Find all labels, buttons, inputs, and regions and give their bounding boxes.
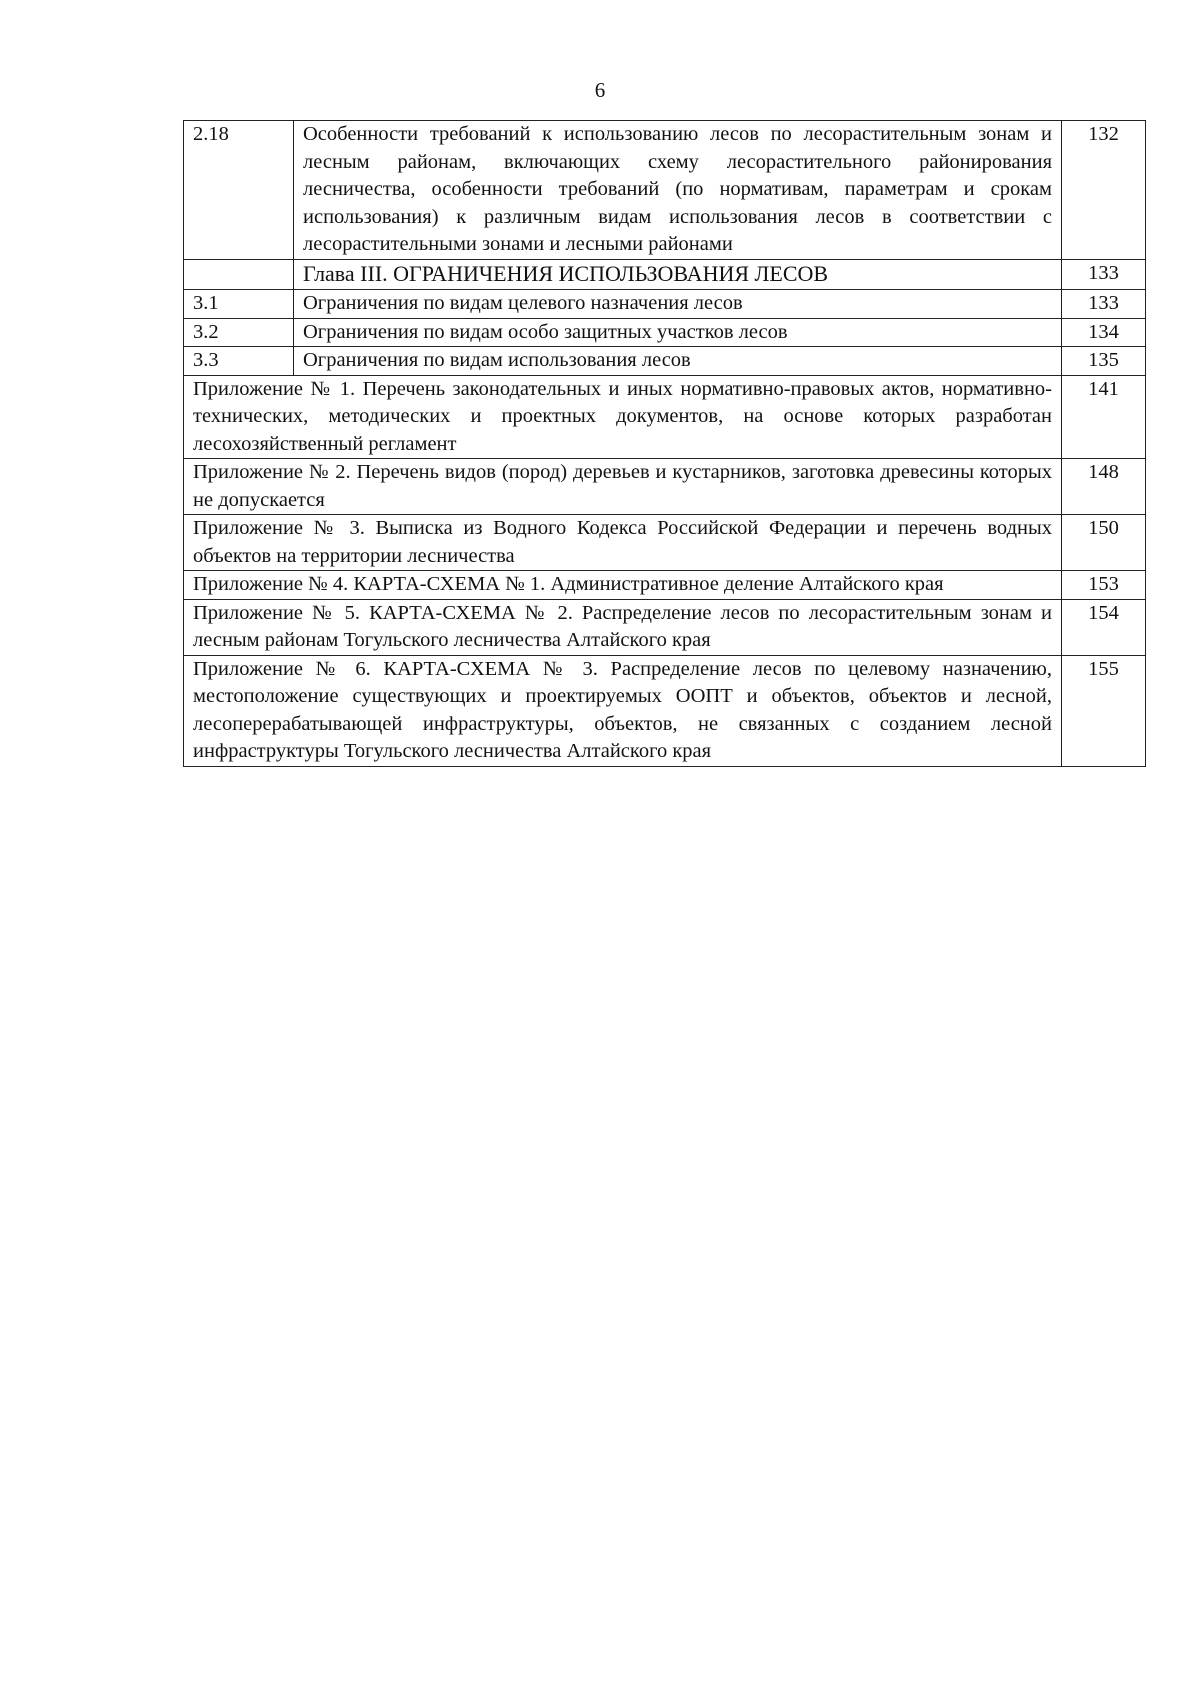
toc-row-appendix xyxy=(184,459,1146,515)
page-ref: 153 xyxy=(1062,571,1146,600)
section-title: Ограничения по видам использования лесов xyxy=(294,347,1062,376)
toc-row-appendix xyxy=(184,375,1146,459)
toc-row xyxy=(184,290,1146,319)
appendix-title: Приложение № 3. Выписка из Водного Кодекса Российской Федерации и перечень водных объектов на территории лесничества xyxy=(184,515,1062,571)
section-title: Ограничения по видам особо защитных участков лесов xyxy=(294,318,1062,347)
appendix-title: Приложение № 4. КАРТА-СХЕМА № 1. Административное деление Алтайского края xyxy=(184,571,1062,600)
toc-row-chapter xyxy=(184,259,1146,290)
page-ref: 132 xyxy=(1062,121,1146,260)
page-ref: 141 xyxy=(1062,375,1146,459)
page-ref: 135 xyxy=(1062,347,1146,376)
appendix-title: Приложение № 2. Перечень видов (пород) деревьев и кустарников, заготовка древесины которых не допускается xyxy=(184,459,1062,515)
toc-row-appendix xyxy=(184,655,1146,766)
page-ref: 133 xyxy=(1062,259,1146,290)
toc-row-appendix xyxy=(184,515,1146,571)
chapter-title-text: Глава III. ОГРАНИЧЕНИЯ ИСПОЛЬЗОВАНИЯ ЛЕСОВ xyxy=(303,260,829,286)
page-ref: 148 xyxy=(1062,459,1146,515)
toc-row xyxy=(184,347,1146,376)
section-number: 3.1 xyxy=(184,290,294,319)
toc-row xyxy=(184,121,1146,260)
toc-row xyxy=(184,318,1146,347)
page-number: 6 xyxy=(594,78,606,102)
page-ref: 134 xyxy=(1062,318,1146,347)
appendix-title: Приложение № 5. КАРТА-СХЕМА № 2. Распределение лесов по лесорастительным зонам и лесным районам Тогульского лесничества Алтайского края xyxy=(184,599,1062,655)
section-number: 3.2 xyxy=(184,318,294,347)
section-number xyxy=(184,259,294,290)
page-ref: 154 xyxy=(1062,599,1146,655)
chapter-title xyxy=(294,259,1062,290)
table-of-contents xyxy=(183,120,1146,767)
page-ref: 150 xyxy=(1062,515,1146,571)
appendix-title: Приложение № 1. Перечень законодательных и иных нормативно-правовых актов, нормативно-технических, методических и проектных документов, на основе которых разработан лесохозяйственный регламент xyxy=(184,375,1062,459)
section-number: 3.3 xyxy=(184,347,294,376)
section-number: 2.18 xyxy=(184,121,294,260)
page-ref: 133 xyxy=(1062,290,1146,319)
appendix-title: Приложение № 6. КАРТА-СХЕМА № 3. Распределение лесов по целевому назначению, местоположение существующих и проектируемых ООПТ и объектов, объектов и лесной, лесоперерабатывающей инфраструктуры, объектов, не связанных с созданием лесной инфраструктуры Тогульского лесничества Алтайского края xyxy=(184,655,1062,766)
section-title: Ограничения по видам целевого назначения лесов xyxy=(294,290,1062,319)
page-ref: 155 xyxy=(1062,655,1146,766)
toc-row-appendix xyxy=(184,599,1146,655)
section-title: Особенности требований к использованию лесов по лесорастительным зонам и лесным районам, включающих схему лесорастительного районирования лесничества, особенности требований (по нормативам, параметрам и срокам использования) к различным видам использования лесов в соответствии с лесорастительными зонами и лесными районами xyxy=(294,121,1062,260)
toc-row-appendix xyxy=(184,571,1146,600)
